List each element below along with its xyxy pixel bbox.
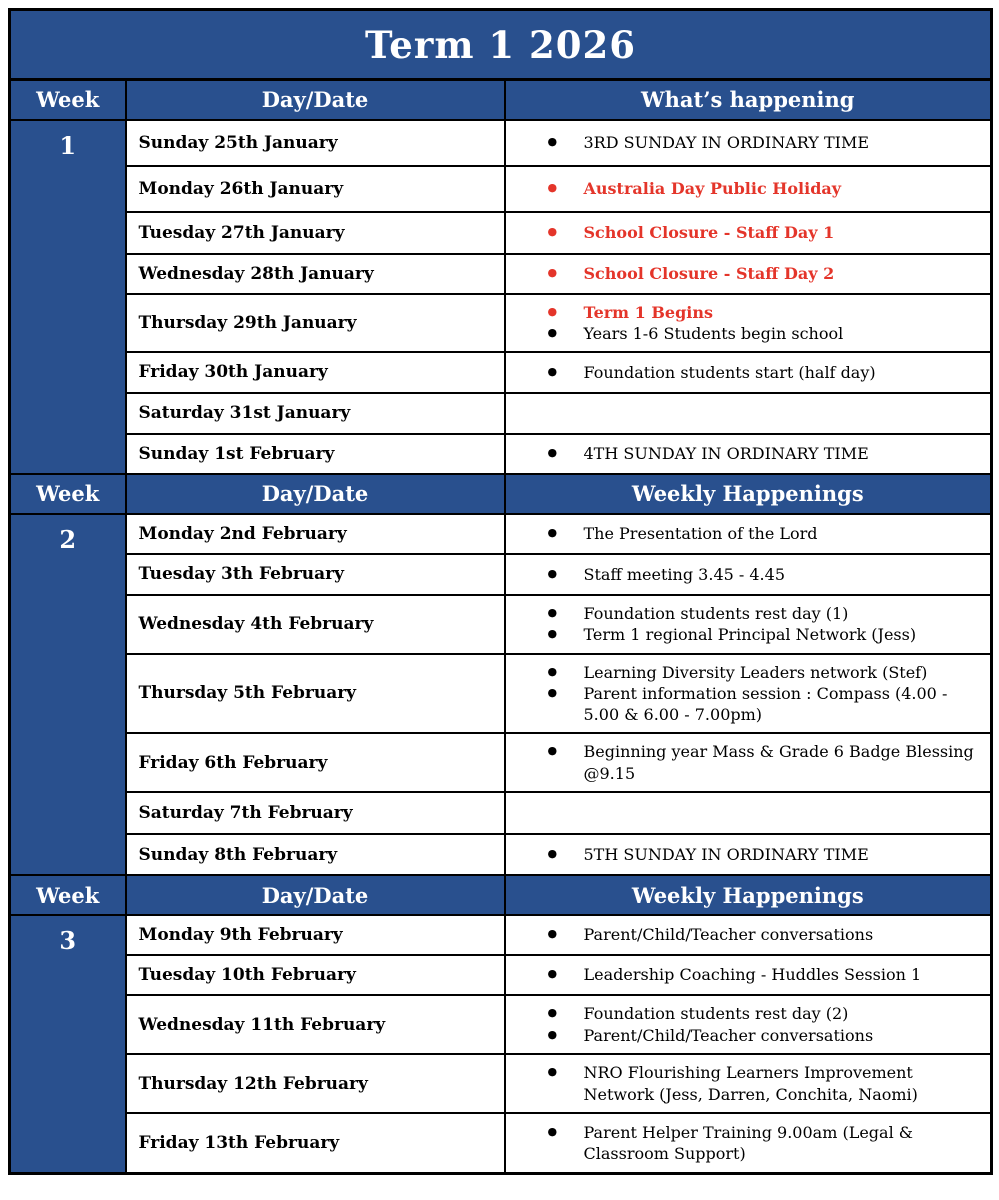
event-text: Parent Helper Training 9.00am (Legal & Classroom Support) xyxy=(583,1122,914,1163)
event-item xyxy=(514,302,981,323)
event-text: Parent/Child/Teacher conversations xyxy=(583,925,874,945)
title-row xyxy=(10,10,992,80)
bullet-icon: ● xyxy=(547,627,558,641)
events-cell xyxy=(505,514,992,554)
bullet-icon: ● xyxy=(547,846,558,860)
day-date-cell: Monday 2nd February xyxy=(126,514,505,554)
table-row xyxy=(10,352,992,393)
event-item xyxy=(514,362,981,383)
table-row xyxy=(10,654,992,733)
page-title: Term 1 2026 xyxy=(10,10,992,80)
day-date-cell: Sunday 8th February xyxy=(126,834,505,875)
bullet-icon: ● xyxy=(547,664,558,678)
events-cell xyxy=(505,352,992,393)
bullet-icon: ● xyxy=(547,685,558,699)
bullet-icon: ● xyxy=(547,364,558,378)
event-item xyxy=(514,263,981,284)
events-cell xyxy=(505,554,992,595)
event-text: Term 1 regional Principal Network (Jess) xyxy=(583,625,917,645)
event-text: Leadership Coaching - Huddles Session 1 xyxy=(583,965,922,985)
event-item xyxy=(514,662,981,683)
event-text: NRO Flourishing Learners Improvement Network (Jess, Darren, Conchita, Naomi) xyxy=(583,1063,918,1104)
day-date-cell: Thursday 5th February xyxy=(126,654,505,733)
bullet-icon: ● xyxy=(547,927,558,941)
events-cell xyxy=(505,294,992,352)
table-row xyxy=(10,120,992,166)
events-cell xyxy=(505,1113,992,1173)
week-number-cell: 2 xyxy=(10,514,126,875)
header-row xyxy=(10,875,992,915)
event-text: Term 1 Begins xyxy=(583,302,713,322)
event-text: Foundation students rest day (2) xyxy=(583,1004,849,1024)
table-row xyxy=(10,254,992,294)
bullet-icon: ● xyxy=(547,1006,558,1020)
bullet-icon: ● xyxy=(547,224,558,238)
day-date-cell: Monday 26th January xyxy=(126,166,505,212)
day-date-cell: Friday 6th February xyxy=(126,733,505,792)
events-cell xyxy=(505,595,992,654)
day-date-cell: Wednesday 28th January xyxy=(126,254,505,294)
events-cell xyxy=(505,733,992,792)
event-item xyxy=(514,222,981,243)
events-cell xyxy=(505,120,992,166)
events-cell xyxy=(505,955,992,995)
day-date-cell: Sunday 1st February xyxy=(126,434,505,474)
bullet-icon: ● xyxy=(547,1065,558,1079)
event-item xyxy=(514,132,981,153)
table-row xyxy=(10,733,992,792)
event-item xyxy=(514,741,981,783)
event-item xyxy=(514,1025,981,1046)
event-text: Beginning year Mass & Grade 6 Badge Blessing @9.15 xyxy=(583,742,974,783)
events-cell xyxy=(505,393,992,434)
table-row xyxy=(10,393,992,434)
day-date-cell: Saturday 31st January xyxy=(126,393,505,434)
events-cell xyxy=(505,254,992,294)
event-item xyxy=(514,1122,981,1164)
event-item xyxy=(514,624,981,645)
bullet-icon: ● xyxy=(547,1027,558,1041)
event-text: Foundation students rest day (1) xyxy=(583,604,849,624)
day-date-cell: Wednesday 4th February xyxy=(126,595,505,654)
event-item xyxy=(514,178,981,199)
event-item xyxy=(514,924,981,945)
event-item xyxy=(514,564,981,585)
day-date-cell: Tuesday 27th January xyxy=(126,212,505,254)
event-item xyxy=(514,1003,981,1024)
event-text: 5TH SUNDAY IN ORDINARY TIME xyxy=(583,844,869,864)
bullet-icon: ● xyxy=(547,304,558,318)
week-header-cell: Week xyxy=(10,474,126,514)
event-text: Learning Diversity Leaders network (Stef) xyxy=(583,662,928,682)
event-item xyxy=(514,683,981,725)
bullet-icon: ● xyxy=(547,180,558,194)
table-row xyxy=(10,834,992,875)
day-date-cell: Sunday 25th January xyxy=(126,120,505,166)
table-row xyxy=(10,212,992,254)
table-row xyxy=(10,955,992,995)
day-date-cell: Monday 9th February xyxy=(126,915,505,955)
event-text: Foundation students start (half day) xyxy=(583,362,876,382)
table-row xyxy=(10,1113,992,1173)
table-row xyxy=(10,995,992,1054)
event-text: 3RD SUNDAY IN ORDINARY TIME xyxy=(583,132,869,152)
bullet-icon: ● xyxy=(547,325,558,339)
bullet-icon: ● xyxy=(547,134,558,148)
day-date-cell: Friday 13th February xyxy=(126,1113,505,1173)
bullet-icon: ● xyxy=(547,566,558,580)
table-row xyxy=(10,166,992,212)
table-row xyxy=(10,434,992,474)
event-text: Parent/Child/Teacher conversations xyxy=(583,1025,874,1045)
event-item xyxy=(514,443,981,464)
bullet-icon: ● xyxy=(547,265,558,279)
happenings-header-cell: What’s happening xyxy=(505,80,992,120)
table-row xyxy=(10,595,992,654)
term-calendar-table xyxy=(8,8,993,1175)
bullet-icon: ● xyxy=(547,446,558,460)
header-row xyxy=(10,474,992,514)
bullet-icon: ● xyxy=(547,526,558,540)
week-header-cell: Week xyxy=(10,80,126,120)
happenings-header-cell: Weekly Happenings xyxy=(505,875,992,915)
happenings-header-cell: Weekly Happenings xyxy=(505,474,992,514)
table-row xyxy=(10,792,992,834)
event-text: School Closure - Staff Day 1 xyxy=(583,222,835,242)
event-text: Australia Day Public Holiday xyxy=(583,178,842,198)
day-date-cell: Thursday 12th February xyxy=(126,1054,505,1113)
event-item xyxy=(514,964,981,985)
table-row xyxy=(10,294,992,352)
event-text: 4TH SUNDAY IN ORDINARY TIME xyxy=(583,444,869,464)
event-item xyxy=(514,1062,981,1104)
table-row xyxy=(10,514,992,554)
day-date-cell: Wednesday 11th February xyxy=(126,995,505,1054)
events-cell xyxy=(505,834,992,875)
event-text: Parent information session : Compass (4.00 - 5.00 & 6.00 - 7.00pm) xyxy=(583,683,948,724)
day-date-cell: Tuesday 10th February xyxy=(126,955,505,995)
week-number-cell: 1 xyxy=(10,120,126,474)
bullet-icon: ● xyxy=(547,1124,558,1138)
header-row xyxy=(10,80,992,120)
day-date-cell: Friday 30th January xyxy=(126,352,505,393)
event-text: Staff meeting 3.45 - 4.45 xyxy=(583,564,785,584)
table-row xyxy=(10,1054,992,1113)
bullet-icon: ● xyxy=(547,967,558,981)
events-cell xyxy=(505,212,992,254)
table-row xyxy=(10,915,992,955)
daydate-header-cell: Day/Date xyxy=(126,80,505,120)
events-cell xyxy=(505,1054,992,1113)
event-text: The Presentation of the Lord xyxy=(583,524,818,544)
day-date-cell: Saturday 7th February xyxy=(126,792,505,834)
day-date-cell: Tuesday 3th February xyxy=(126,554,505,595)
bullet-icon: ● xyxy=(547,606,558,620)
events-cell xyxy=(505,915,992,955)
day-date-cell: Thursday 29th January xyxy=(126,294,505,352)
daydate-header-cell: Day/Date xyxy=(126,875,505,915)
event-text: Years 1-6 Students begin school xyxy=(583,323,844,343)
event-item xyxy=(514,844,981,865)
daydate-header-cell: Day/Date xyxy=(126,474,505,514)
week-number-cell: 3 xyxy=(10,915,126,1173)
week-header-cell: Week xyxy=(10,875,126,915)
events-cell xyxy=(505,792,992,834)
event-item xyxy=(514,603,981,624)
events-cell xyxy=(505,995,992,1054)
event-item xyxy=(514,523,981,544)
bullet-icon: ● xyxy=(547,744,558,758)
event-text: School Closure - Staff Day 2 xyxy=(583,263,835,283)
event-item xyxy=(514,323,981,344)
events-cell xyxy=(505,166,992,212)
events-cell xyxy=(505,434,992,474)
events-cell xyxy=(505,654,992,733)
table-row xyxy=(10,554,992,595)
